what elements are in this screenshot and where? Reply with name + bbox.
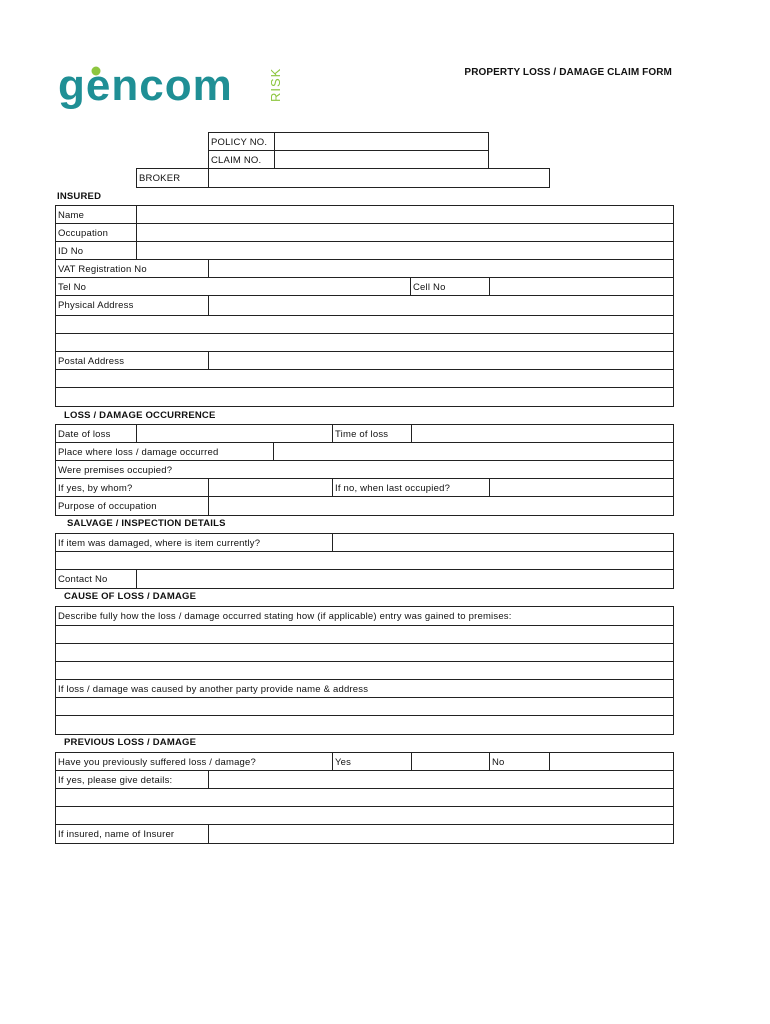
purpose-field[interactable] [208,496,674,516]
by-whom-field[interactable] [208,478,333,497]
place-label: Place where loss / damage occurred [55,442,274,461]
postal-address-field[interactable] [208,351,674,370]
claim-no-label: CLAIM NO. [208,150,275,169]
physical-address-line-3[interactable] [55,333,674,352]
no-label: No [489,752,550,771]
previous-question-label: Have you previously suffered loss / damage? [55,752,333,771]
details-label: If yes, please give details: [55,770,209,789]
place-field[interactable] [273,442,674,461]
broker-label: BROKER [136,168,209,188]
occurrence-heading: LOSS / DAMAGE OCCURRENCE [64,410,216,421]
no-field[interactable] [549,752,674,771]
details-field[interactable] [208,770,674,789]
name-label: Name [55,205,137,224]
by-whom-label: If yes, by whom? [55,478,209,497]
vat-field[interactable] [208,259,674,278]
yes-label: Yes [332,752,412,771]
insurer-label: If insured, name of Insurer [55,824,209,844]
other-party-row[interactable]: If loss / damage was caused by another party provide name & address [55,679,674,698]
id-no-label: ID No [55,241,137,260]
cause-line-3[interactable] [55,643,674,662]
other-party-line-3[interactable] [55,715,674,735]
vat-label: VAT Registration No [55,259,209,278]
tel-label: Tel No [55,277,411,296]
occupation-label: Occupation [55,223,137,242]
cause-heading: CAUSE OF LOSS / DAMAGE [64,591,197,602]
logo-brand-text: gencom [58,62,233,110]
cause-line-4[interactable] [55,661,674,680]
item-location-label: If item was damaged, where is item currently? [55,533,333,552]
cell-label: Cell No [410,277,490,296]
other-party-line-2[interactable] [55,697,674,716]
broker-field[interactable] [208,168,550,188]
salvage-heading: SALVAGE / INSPECTION DETAILS [67,518,226,529]
cause-describe-row[interactable]: Describe fully how the loss / damage occurred stating how (if applicable) entry was gained to premises: [55,606,674,626]
insurer-field[interactable] [208,824,674,844]
policy-no-label: POLICY NO. [208,132,275,151]
date-of-loss-label: Date of loss [55,424,137,443]
last-occupied-label: If no, when last occupied? [332,478,490,497]
time-of-loss-field[interactable] [411,424,674,443]
name-field[interactable] [136,205,674,224]
previous-heading: PREVIOUS LOSS / DAMAGE [64,737,197,748]
cell-field[interactable] [489,277,674,296]
yes-field[interactable] [411,752,490,771]
physical-address-line-2[interactable] [55,315,674,334]
gencom-risk-logo [58,62,290,122]
postal-address-label: Postal Address [55,351,209,370]
id-no-field[interactable] [136,241,674,260]
physical-address-field[interactable] [208,295,674,316]
details-line-3[interactable] [55,806,674,825]
details-line-2[interactable] [55,788,674,807]
premises-occupied-row[interactable]: Were premises occupied? [55,460,674,479]
contact-no-label: Contact No [55,569,137,589]
occupation-field[interactable] [136,223,674,242]
form-title: PROPERTY LOSS / DAMAGE CLAIM FORM [464,67,672,78]
purpose-label: Purpose of occupation [55,496,209,516]
postal-address-line-3[interactable] [55,387,674,407]
cause-line-2[interactable] [55,625,674,644]
date-of-loss-field[interactable] [136,424,333,443]
postal-address-line-2[interactable] [55,369,674,388]
insured-heading: INSURED [57,191,102,202]
last-occupied-field[interactable] [489,478,674,497]
physical-address-label: Physical Address [55,295,209,316]
contact-no-field[interactable] [136,569,674,589]
claim-no-field[interactable] [274,150,489,169]
logo-sub-text: RISK [268,67,283,102]
item-location-line-2[interactable] [55,551,674,570]
item-location-field[interactable] [332,533,674,552]
policy-no-field[interactable] [274,132,489,151]
time-of-loss-label: Time of loss [332,424,412,443]
